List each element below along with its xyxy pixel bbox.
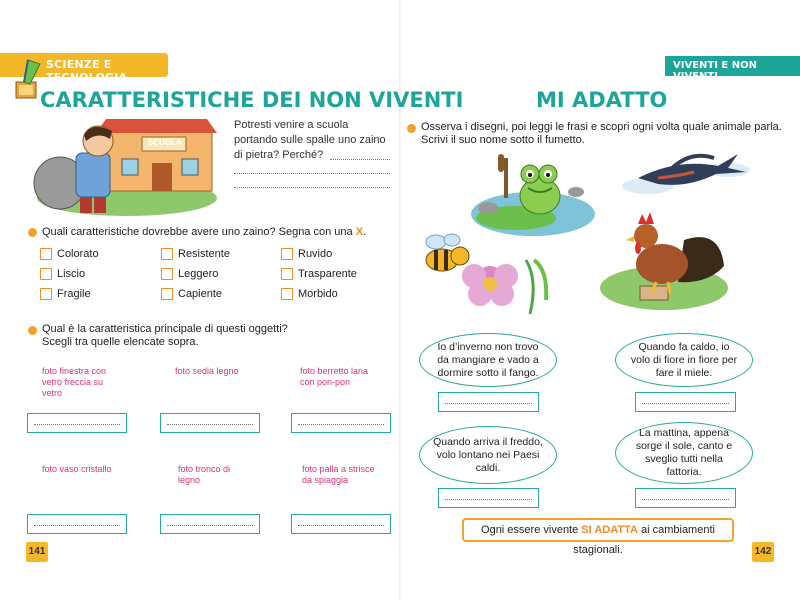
boy-with-stone-backpack-illustration xyxy=(32,113,222,216)
speech-bubble xyxy=(419,426,557,484)
checkbox-label: Leggero xyxy=(178,268,219,280)
checkbox-leggero[interactable] xyxy=(161,268,173,280)
answer-box[interactable] xyxy=(160,514,260,534)
instruction-line2: Scrivi il suo nome sotto il fumetto. xyxy=(421,134,585,146)
checkbox-label: Resistente xyxy=(178,248,230,260)
checkbox-trasparente[interactable] xyxy=(281,268,293,280)
answer-box[interactable] xyxy=(291,514,391,534)
checkbox-fragile[interactable] xyxy=(40,288,52,300)
answer-line-3[interactable] xyxy=(234,187,390,188)
section-ribbon-right xyxy=(665,56,800,82)
answer-box[interactable] xyxy=(27,413,127,433)
page-title-left: CARATTERISTICHE DEI NON VIVENTI xyxy=(40,88,464,112)
section-label: SCIENZE E TECNOLOGIA xyxy=(46,58,128,84)
speech-bubble xyxy=(419,333,557,387)
checkbox-label: Fragile xyxy=(57,288,91,300)
speech-bubble xyxy=(615,333,753,387)
section-label-right: VIVENTI E NON VIVENTI xyxy=(673,60,757,82)
speech-bubble-text: Quando fa caldo, io volo di fiore in fiore per fare il miele. xyxy=(630,340,738,379)
page-number-right: 142 xyxy=(752,542,774,562)
checkbox-question-mark: X xyxy=(355,226,364,238)
photo-placeholder: foto vaso cristallo xyxy=(42,464,112,474)
speech-bubble-text: Io d’inverno non trovo da mangiare e vado a dormire sotto il fango. xyxy=(437,340,539,379)
answer-box[interactable] xyxy=(27,514,127,534)
rooster-illustration xyxy=(598,208,736,312)
checkbox-label: Ruvido xyxy=(298,248,333,260)
page-number-left: 141 xyxy=(26,542,48,562)
question-stone-backpack-text: Potresti venire a scuola portando sulle spalle uno zaino di pietra? Perché? xyxy=(234,119,386,161)
checkbox-label: Liscio xyxy=(57,268,86,280)
school-sign: SCUOLA xyxy=(148,138,182,147)
photo-placeholder: foto finestra con vetro freccia su vetro xyxy=(42,366,107,398)
checkbox-capiente[interactable] xyxy=(161,288,173,300)
checkbox-liscio[interactable] xyxy=(40,268,52,280)
checkbox-label: Capiente xyxy=(178,288,223,300)
bullet-icon xyxy=(28,326,37,335)
checkbox-question xyxy=(42,225,366,240)
checkbox-ruvido[interactable] xyxy=(281,248,293,260)
checkbox-question-end: . xyxy=(363,226,367,238)
swallow-illustration xyxy=(618,148,754,198)
photo-placeholder: foto palla a strisce da spiaggia xyxy=(302,464,375,485)
bullet-icon xyxy=(407,124,416,133)
checkbox-label: Morbido xyxy=(298,288,338,300)
speech-bubble xyxy=(615,422,753,484)
instruction-line1: Osserva i disegni, poi leggi le frasi e scopri ogni volta quale animale parla. xyxy=(421,121,782,133)
animal-name-box[interactable] xyxy=(438,488,539,508)
adaptation-summary-box xyxy=(462,518,734,556)
speech-bubble-text: La mattina, appena sorge il sole, canto e sveglio tutti nella fattoria. xyxy=(635,427,733,478)
frog-illustration xyxy=(468,152,598,240)
checkbox-question-text: Quali caratteristiche dovrebbe avere uno zaino? Segna con una xyxy=(42,226,356,238)
page-title-right: MI ADATTO xyxy=(536,88,668,112)
answer-line-1[interactable] xyxy=(330,159,390,160)
answer-box[interactable] xyxy=(160,413,260,433)
summary-highlight: SI ADATTA xyxy=(581,524,638,536)
photo-placeholder: foto tronco di legno xyxy=(178,464,231,485)
objects-question-line2: Scegli tra quelle elencate sopra. xyxy=(42,336,199,348)
summary-text-after: ai cambiamenti stagionali. xyxy=(573,524,715,556)
objects-question-line1: Qual è la caratteristica principale di questi oggetti? xyxy=(42,323,288,335)
photo-placeholder: foto berretto lana con pon-pon xyxy=(300,366,369,387)
checkbox-resistente[interactable] xyxy=(161,248,173,260)
speech-bubble-text: Quando arriva il freddo, volo lontano nei Paesi caldi. xyxy=(433,435,543,474)
animal-name-box[interactable] xyxy=(635,392,736,412)
animal-name-box[interactable] xyxy=(438,392,539,412)
answer-line-2[interactable] xyxy=(234,173,390,174)
photo-placeholder: foto sedia legno xyxy=(175,366,239,376)
animal-name-box[interactable] xyxy=(635,488,736,508)
checkbox-colorato[interactable] xyxy=(40,248,52,260)
bullet-icon xyxy=(28,228,37,237)
bee-and-flower-illustration xyxy=(418,230,558,316)
summary-text-before: Ogni essere vivente xyxy=(481,524,582,536)
checkbox-morbido[interactable] xyxy=(281,288,293,300)
question-stone-backpack xyxy=(234,118,394,163)
checkbox-label: Colorato xyxy=(57,248,99,260)
answer-box[interactable] xyxy=(291,413,391,433)
checkbox-label: Trasparente xyxy=(298,268,357,280)
